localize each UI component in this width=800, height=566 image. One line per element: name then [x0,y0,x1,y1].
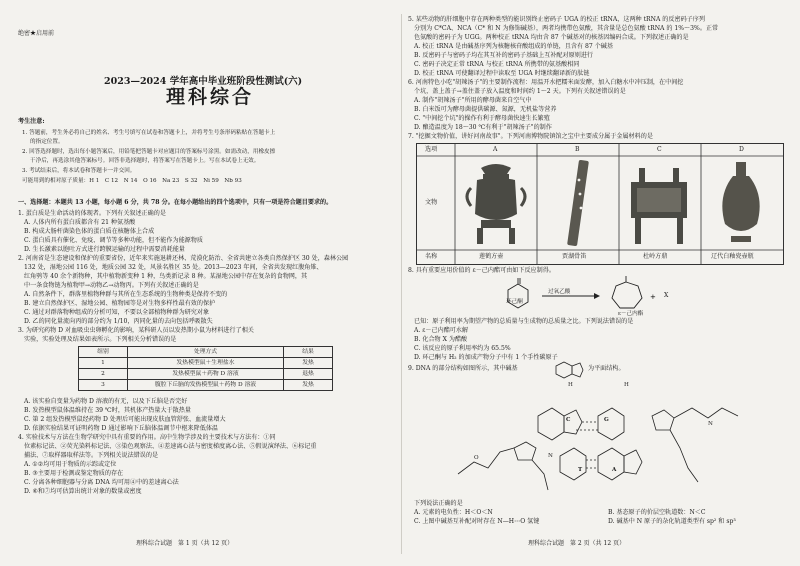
page-divider [401,14,402,554]
q9-context: 下列说法正确的是 [414,500,463,507]
notice-line: 2. 回答选择题时，选出每小题答案后，用铅笔把答题卡对应题目的答案标号涂黑。如需改动，用橡皮擦 [22,149,276,155]
q8-option: B. 化合物 X 为醋酸 [414,336,468,343]
q7-stem: 7. "挖掘文物价值，讲好河南故事"。下列河南博物院镇馆之宝中主要成分属于金属材料的是 [408,133,653,140]
atomic-masses: 可能用到的相对原子质量：H 1 C 12 N 14 O 16 Na 23 S 32 Ni 59 Nb 93 [22,178,242,184]
q7-table-grid [417,144,783,264]
table-cell: 发热 [284,380,333,391]
page-left [18,0,396,566]
q9-atom-label: H [624,382,629,388]
footer-left: 理科综合试题 第 1 页（共 12 页） [136,540,234,547]
footer-right: 理科综合试题 第 2 页（共 12 页） [528,540,626,547]
confidential-tag: 绝密★启用前 [18,30,55,37]
q4-stem-line: 4. 实验技术与方法在生物学研究中具有重要的作用。高中生物学涉及的主要技术与方法有：①同 [18,434,276,441]
q7-option-letter: D [739,146,744,153]
q7-row-label: 选项 [425,146,438,153]
notice-line: 1. 答题前，考生务必将自己的姓名、考生号填写在试卷和答题卡上，并将考生号条形码粘贴在答题卡上 [22,130,276,136]
table-cell: 3 [79,380,128,391]
q4-option: B. ③主要用于检测或鉴定物质的存在 [24,470,124,477]
table-header: 处理方式 [128,347,284,358]
q2-stem-line: 红角鸮等 40 余个新物种，其中植物新变种 1 种，鸟类新记录 8 种。某湿地公园中存在复杂的食物网，其 [24,273,308,280]
q8-product-label: ε－己内酯 [618,311,644,317]
q2-option: B. 建立自然保护区、湿地公园、植物园等是对生物多样性最有效的保护 [24,300,216,307]
table-row [79,369,333,380]
exam-title: 2023—2024 学年高中毕业班阶段性测试(六) [104,76,303,87]
q4-stem-line: 位素标记法、②荧光染料标记法、③染色观察法、④差速离心法与密度梯度离心法、⑤假说演绎法、⑥标记重 [24,443,317,450]
q6-stem-line: 个坑，盖上盖子→盖住盖子放入温度和时间约 1～2 天。下列有关叙述错误的是 [414,88,626,95]
q4-option: A. ①②均可用于物质的示踪或定位 [24,461,117,468]
q9-option: A. 元素的电负性：H＜O＜N [414,509,493,516]
q2-stem-line: 中一条食物链为植物甲→动物乙→动物丙。下列有关叙述正确的是 [24,282,199,289]
bone-flute-icon [567,160,589,247]
q3-stem-line: 实验，实验处理及结果如表所示。下列相关分析错误的是 [24,336,177,343]
q7-option-letter: C [657,146,662,153]
table-header-row [79,347,333,358]
svg-text:+: + [650,293,656,301]
q7-option-letter: B [575,146,580,153]
table-row [79,358,333,369]
q5-option: D. 校正 tRNA 可使翻译过程中读取至 UGA 时继续翻译新的肽链 [414,70,590,77]
q7-artifact-name: 贾湖骨笛 [562,253,587,260]
q4-stem-line: 捕法、⑦取样器取样法等。下列相关说法错误的是 [24,452,159,459]
table-cell: 发热模型鼠＋生理盐水 [128,358,284,369]
q8-option: D. 环己酮与 H₂ 的加成产物分子中有 1 个手性碳原子 [414,354,558,361]
q2-option: A. 自然条件下，群落里植物种群与其所在生态系统的生物种类是保持不变的 [24,291,228,298]
q1-stem: 1. 蛋白质是生命活动的体现者。下列有关叙述正确的是 [18,210,166,217]
q5-stem-line: 色氨酸的密码子为 UGG。两种校正 tRNA 均由含 87 个碱基对的核基因编码合成。下列叙述正确的是 [414,34,689,41]
section-heading: 一、选择题：本题共 13 小题，每小题 6 分，共 78 分。在每小题给出的四个选项中，只有一项是符合题目要求的。 [18,199,333,206]
q3-option: C. 第 2 组发热模型鼠经药物 D 处理后可能出现皮肤血管舒张、血流量增大 [24,416,226,423]
table-cell: 腹腔下丘脑的发热模型鼠＋药物 D 溶液 [128,380,284,391]
q9-option: B. 基态原子的价层空轨道数：N＜C [608,509,706,516]
q6-option: A. 制作"胡辣汤子"所用的酵母菌来自空气中 [414,97,532,104]
q2-stem-line: 2. 河南省是生态建设和保护的重要省份，近年来实施退耕还林、荒漠化防治、全省共建立各类自然保护区 30 处，森林公园 [18,255,349,262]
q3-option: B. 发热模型鼠体温维持在 39 ℃时，其机体产热量大于散热量 [24,407,191,414]
table-cell: 2 [79,369,128,380]
subject-title: 理科综合 [166,86,255,108]
notice-heading: 考生注意: [18,118,45,125]
table-cell: 退热 [284,369,333,380]
q2-option: D. 乙的同化量流向丙的部分约为 1/10，丙同化量的去向包括呼吸散失 [24,318,213,325]
q1-option: D. 生长激素以胞吐方式进行跨膜运输的过程中需要消耗能量 [24,246,185,253]
q9-atom-label: O [474,455,479,461]
q3-table [78,346,333,391]
q9-dna-diagram [448,378,748,498]
q5-option: A. 校正 tRNA 是由碱基序列为核糖核苷酸组成的单链，且含有 87 个碱基 [414,43,613,50]
q7-row-label: 文物 [425,199,438,206]
q5-option: C. 密码子决定正常 tRNA 与校正 tRNA 所携带的氨基酸相同 [414,61,580,68]
q9-base-label: C [566,417,571,423]
q6-option: B. 白米饭可为酵母菌提供碳源、氮源，无机盐等营养 [414,106,557,113]
q6-option: C. "中间挖个坑"的操作有利于酵母菌快速生长繁殖 [414,115,550,122]
table-cell: 发热模型鼠＋药物 D 溶液 [128,369,284,380]
square-cauldron-icon [631,168,687,244]
notice-line: 干净后，再选涂其他答案标号。回答非选择题时，将答案写在答题卡上。写在本试卷上无效。 [30,158,260,164]
q9-base-structure [556,358,584,380]
q6-option: D. 酿造温度为 18～30 ℃有利于"胡辣汤子"的制作 [414,124,552,131]
q7-artifact-name: 杜岭方鼎 [643,253,668,260]
q7-row-label: 名称 [425,253,438,260]
q5-stem-line: 分别为 C*CA、NCA（C* 和 N 为修饰碱基），两者均携带色氨酸，其含量是总色氨酸 tRNA 的 1%～3%。正常 [414,25,719,32]
q5-stem-line: 5. 某些动物的肝细胞中存在两种类型的能识别终止密码子 UGA 的校正 tRNA，这两种 tRNA 的反密码子序列 [408,16,705,23]
table-cell: 发热 [284,358,333,369]
q6-stem-line: 6. 河南特色小吃"胡辣汤子"的主要制作流程：用温开水把糯米面发酵，加入白糖水中冲压制，在中间挖 [408,79,684,86]
q9-atom-label: H [568,382,573,388]
q1-option: B. 构成大肠杆菌染色体的蛋白质在核糖体上合成 [24,228,155,235]
q3-stem-line: 3. 为研究药物 D 对血吸虫虫卵孵化的影响，某科研人员以发热期小鼠为材料进行了相关 [18,327,254,334]
q8-context: 已知：原子利用率为期望产物的总质量与生成物的总质量之比。下列说法错误的是 [414,318,634,325]
q5-option: B. 反密码子与密码子均在其互补的密码子基础上互补配对原则进行 [414,52,593,59]
q8-option: C. 该反应的原子利用率约为 65.5% [414,345,511,352]
q7-option-letter: A [493,146,498,153]
q9-stem-tail: 为平面结构。 [588,365,625,372]
q9-option: C. 上图中碱基互补配对时存在 N—H⋯O 氢键 [414,518,540,525]
table-header: 结果 [284,347,333,358]
q9-base-label: G [604,417,609,423]
q7-artifact-name: 莲鹤方壶 [479,253,504,260]
q9-stem: 9. DNA 的部分结构如图所示，其中碱基 [408,365,518,372]
q9-base-label: T [578,467,583,473]
notice-line: 3. 考试结束后，将本试卷和答题卡一并交回。 [22,168,136,174]
q9-atom-label: N [548,453,553,459]
table-row [79,380,333,391]
table-cell: 1 [79,358,128,369]
bronze-vessel-icon [467,164,525,244]
q4-option: C. 分离各种细胞器与分离 DNA 均可用④中的差速离心法 [24,479,179,486]
page-right [408,0,788,566]
q3-option: D. 依据实验结果可证明药物 D 通过影响下丘脑体温调节中枢来降低体温 [24,425,219,432]
q7-artifact-name: 辽代白釉瓷壶瓶 [711,253,754,260]
q8-reagent-label: 过氧乙酸 [548,289,571,295]
q2-stem-line: 132 处，湿地公园 116 处，地质公园 32 处，风景名胜区 35 处。2013—2023 年间，全省共发现红腹角雉、 [24,264,323,271]
q8-stem: 8. 具有重要应用价值的 ε－己内酯可由如下反应制得。 [408,267,555,274]
q1-option: A. 人体内所有蛋白质都含有 21 种氨基酸 [24,219,136,226]
q4-option: D. ⑥和⑦均可估算出统计对象的数量或密度 [24,488,142,495]
porcelain-vase-icon [722,162,759,242]
table-header: 组别 [79,347,128,358]
q7-artifact-table [416,143,784,265]
q8-reactant-label: 环己酮 [506,299,523,305]
q9-option: D. 碱基中 N 原子的杂化轨道类型有 sp² 和 sp³ [608,518,736,525]
q3-option: A. 该实验自变量为药物 D 溶液的有无，以及下丘脑是否完好 [24,398,188,405]
q2-option: C. 通过对群落物种组成的分析可知，不要以全部植物种群为研究对象 [24,309,210,316]
q8-byproduct: X [664,292,669,299]
q9-base-label: A [612,467,617,473]
notice-line: 的指定位置。 [30,139,64,145]
q8-option: A. ε－己内酯可水解 [414,327,469,334]
q9-atom-label: N [708,421,713,427]
q1-option: C. 蛋白质具有催化、免疫、调节等多种功能，但不能作为能源物质 [24,237,203,244]
